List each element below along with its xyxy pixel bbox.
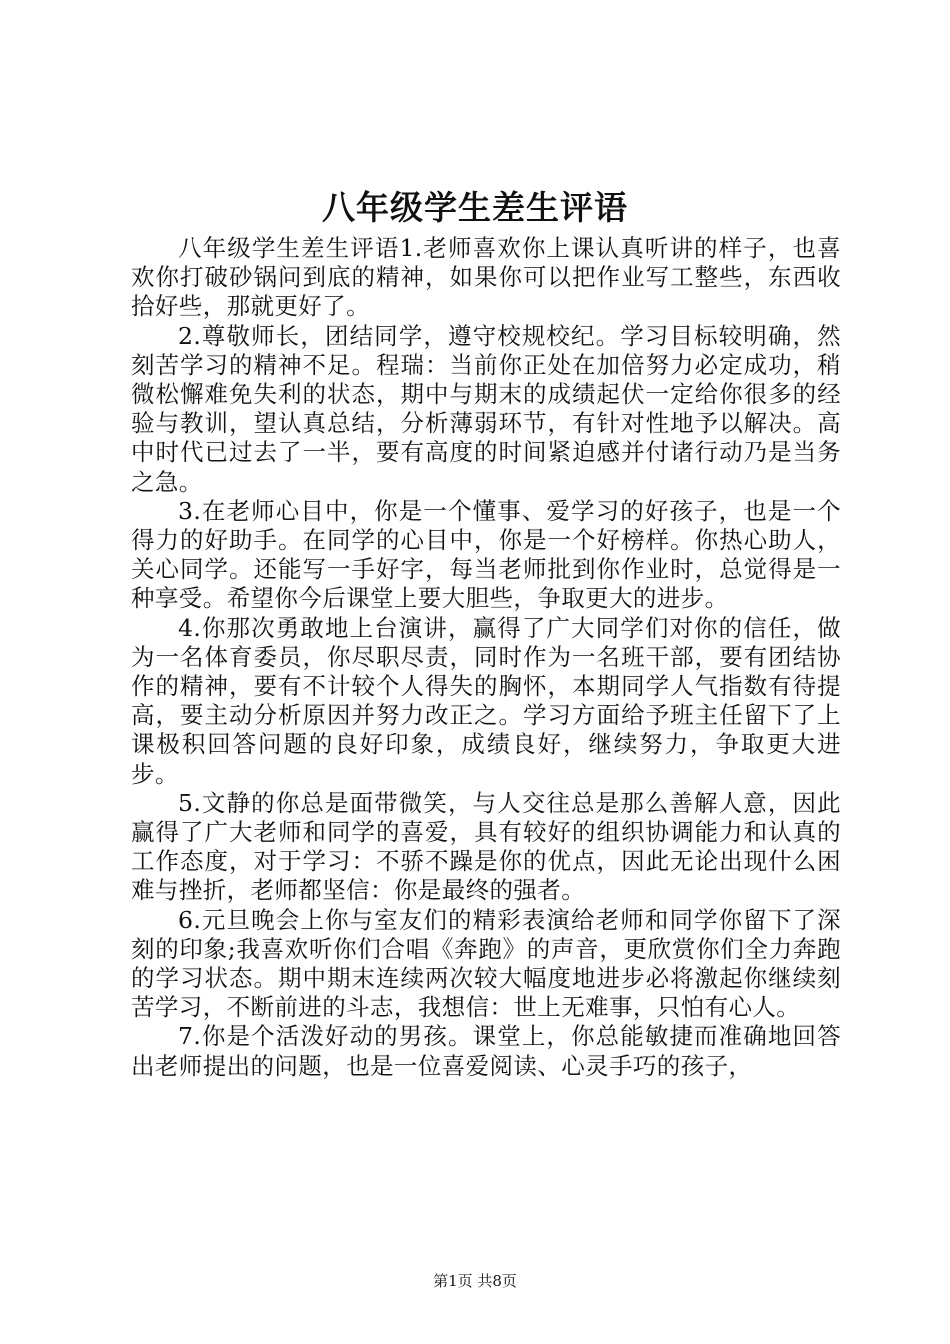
paragraph-3: 3.在老师心目中，你是一个懂事、爱学习的好孩子，也是一个得力的好助手。在同学的心目中，你是一个好榜样。你热心助人，关心同学。还能写一手好字，每当老师批到你作业时，总觉得是一种享受。希望你今后课堂上要大胆些，争取更大的进步。 [131, 496, 841, 613]
paragraph-2: 2.尊敬师长，团结同学，遵守校规校纪。学习目标较明确，然刻苦学习的精神不足。程瑞：当前你正处在加倍努力必定成功，稍微松懈难免失利的状态，期中与期末的成绩起伏一定给你很多的经验与教训，望认真总结，分析薄弱环节，有针对性地予以解决。高中时代已过去了一半，要有高度的时间紧迫感并付诸行动乃是当务之急。 [131, 321, 841, 496]
paragraph-7: 7.你是个活泼好动的男孩。课堂上，你总能敏捷而准确地回答出老师提出的问题，也是一位喜爱阅读、心灵手巧的孩子， [131, 1022, 841, 1080]
document-title: 八年级学生差生评语 [322, 188, 628, 227]
paragraph-1: 八年级学生差生评语1.老师喜欢你上课认真听讲的样子，也喜欢你打破砂锅问到底的精神，如果你可以把作业写工整些，东西收拾好些，那就更好了。 [131, 234, 841, 321]
document-body [131, 234, 841, 1081]
paragraph-5: 5.文静的你总是面带微笑，与人交往总是那么善解人意，因此赢得了广大老师和同学的喜爱，具有较好的组织协调能力和认真的工作态度，对于学习：不骄不躁是你的优点，因此无论出现什么困难与挫折，老师都坚信：你是最终的强者。 [131, 788, 841, 905]
paragraph-4: 4.你那次勇敢地上台演讲，赢得了广大同学们对你的信任，做为一名体育委员，你尽职尽责，同时作为一名班干部，要有团结协作的精神，要有不计较个人得失的胸怀，本期同学人气指数有待提高，要主动分析原因并努力改正之。学习方面给予班主任留下了上课极积回答问题的良好印象，成绩良好，继续努力，争取更大进步。 [131, 613, 841, 788]
page-footer: 第1页 共8页 [433, 1272, 517, 1290]
paragraph-6: 6.元旦晚会上你与室友们的精彩表演给老师和同学你留下了深刻的印象;我喜欢听你们合唱《奔跑》的声音，更欣赏你们全力奔跑的学习状态。期中期末连续两次较大幅度地进步必将激起你继续刻苦学习，不断前进的斗志，我想信：世上无难事，只怕有心人。 [131, 905, 841, 1022]
